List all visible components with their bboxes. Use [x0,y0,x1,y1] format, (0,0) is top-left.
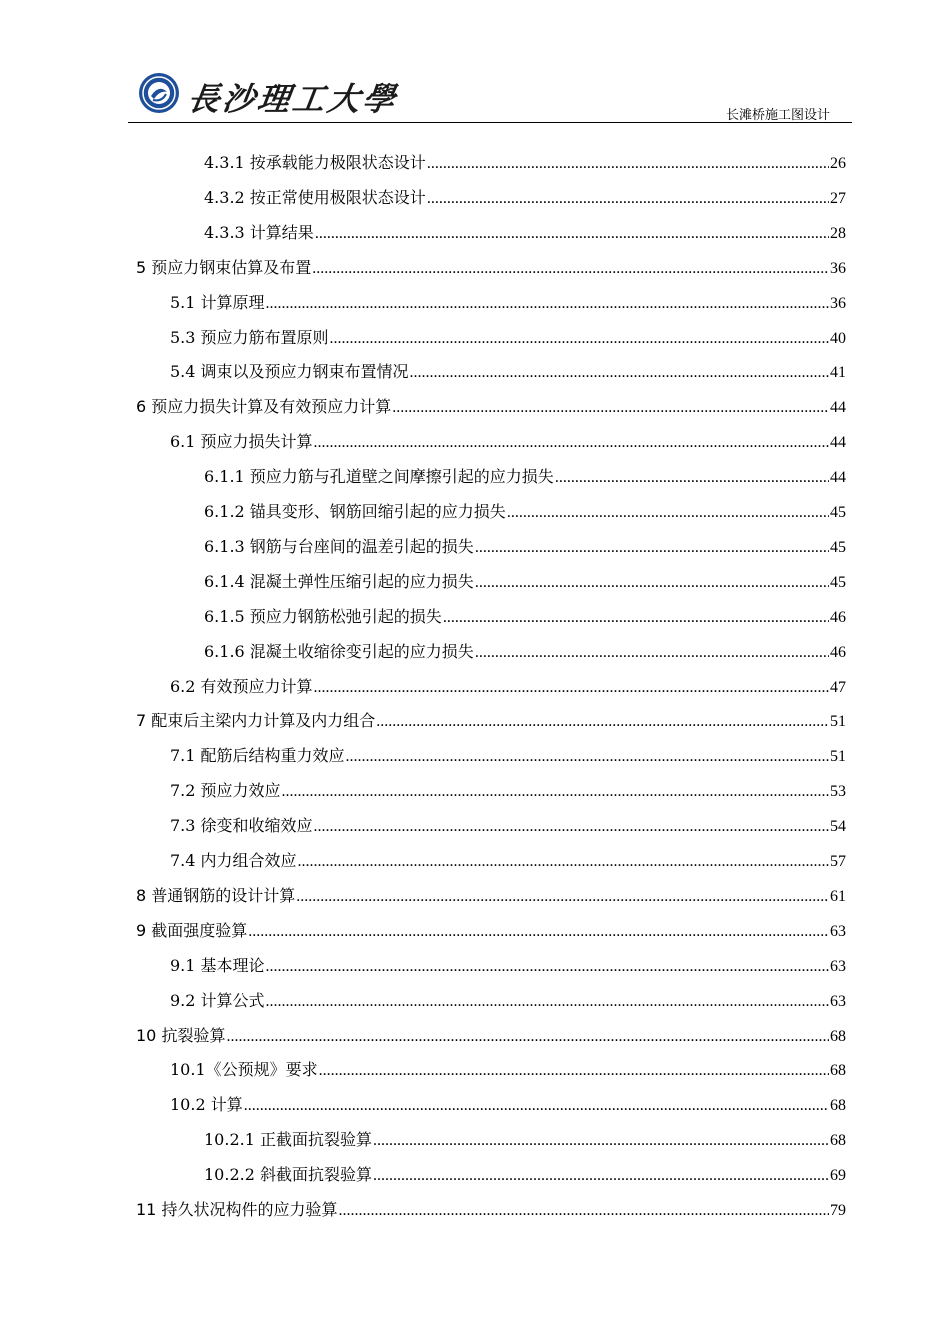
toc-leader-dots [314,428,829,458]
toc-entry-page: 44 [830,469,846,487]
toc-entry-page: 53 [830,783,846,801]
toc-entry-page: 36 [830,294,846,312]
toc-entry-page: 41 [830,364,846,382]
toc-entry[interactable] [170,1090,846,1120]
toc-entry[interactable] [170,1055,846,1085]
toc-leader-dots [282,777,829,807]
toc-entry[interactable] [136,706,846,736]
toc-entry-page: 26 [830,155,846,172]
toc-entry-page: 68 [830,1027,846,1045]
toc-entry-title: 6.1.6 混凝土收缩徐变引起的应力损失 [204,641,474,661]
toc-leader-dots [319,1056,829,1086]
toc-leader-dots [312,254,829,284]
toc-leader-dots [475,568,829,598]
toc-leader-dots [410,358,829,388]
document-title: 长滩桥施工图设计 [725,107,830,122]
toc-entry[interactable] [170,741,846,771]
toc-entry[interactable] [136,253,846,283]
toc-entry[interactable] [136,1021,846,1051]
toc-entry-page: 68 [830,1062,846,1080]
toc-entry-title: 10.2.2 斜截面抗裂验算 [204,1165,372,1185]
toc-entry-title: 10.1《公预规》要求 [170,1060,318,1080]
toc-leader-dots [427,149,829,179]
university-logo-icon [138,72,180,114]
toc-entry-page: 79 [830,1202,846,1219]
toc-entry-title: 6.1.3 钢筋与台座间的温差引起的损失 [204,536,474,556]
toc-leader-dots [315,219,829,249]
toc-leader-dots [314,673,829,703]
toc-entry-title: 9 截面强度验算 [136,920,248,940]
toc-entry[interactable] [170,951,846,981]
toc-entry-title: 7.2 预应力效应 [170,781,281,801]
toc-entry-page: 36 [830,259,846,277]
toc-entry[interactable] [204,567,846,597]
toc-entry-page: 46 [830,608,846,626]
toc-leader-dots [314,812,829,842]
toc-entry-page: 63 [830,957,846,975]
page-header [128,68,852,123]
toc-entry-page: 63 [830,992,846,1010]
toc-leader-dots [427,184,829,214]
toc-entry-title: 7.3 徐变和收缩效应 [170,816,313,836]
toc-entry-title: 7.1 配筋后结构重力效应 [170,746,345,766]
toc-entry[interactable] [204,218,846,248]
toc-entry-title: 6.1.4 混凝土弹性压缩引起的应力损失 [204,571,474,591]
toc-entry[interactable] [204,1160,846,1190]
toc-leader-dots [330,324,829,354]
toc-entry[interactable] [170,427,846,457]
toc-entry-page: 68 [830,1097,846,1115]
toc-entry-title: 6.1.1 预应力筋与孔道壁之间摩擦引起的应力损失 [204,467,554,487]
toc-entry-title: 11 持久状况构件的应力验算 [136,1200,338,1219]
toc-entry-title: 9.2 计算公式 [170,990,265,1010]
toc-leader-dots [346,742,829,772]
toc-entry-page: 44 [830,434,846,452]
toc-entry-title: 10.2.1 正截面抗裂验算 [204,1130,372,1150]
toc-leader-dots [226,1022,829,1052]
toc-entry[interactable] [136,916,846,946]
toc-entry-page: 68 [830,1132,846,1150]
toc-entry[interactable] [136,881,846,911]
toc-entry[interactable] [204,462,846,492]
toc-entry-page: 69 [830,1167,846,1185]
toc-leader-dots [475,533,829,563]
toc-entry-title: 5.4 调束以及预应力钢束布置情况 [170,362,409,382]
toc-leader-dots [555,463,829,493]
toc-entry-title: 6.1.5 预应力钢筋松弛引起的损失 [204,606,442,626]
toc-leader-dots [248,917,829,947]
toc-leader-dots [266,289,829,319]
toc-entry[interactable] [136,392,846,422]
toc-entry-page: 57 [830,853,846,870]
toc-entry-title: 5.1 计算原理 [170,292,265,312]
toc-entry-title: 6.1 预应力损失计算 [170,432,313,452]
toc-entry-title: 8 普通钢筋的设计计算 [136,885,296,905]
toc-entry-title: 4.3.2 按正常使用极限状态设计 [204,187,426,207]
toc-leader-dots [475,638,829,668]
toc-leader-dots [296,882,829,912]
toc-entry-page: 46 [830,643,846,661]
university-name: 長沙理工大學 [185,80,401,118]
toc-entry-page: 28 [830,224,846,242]
toc-entry[interactable] [170,323,846,353]
toc-entry-title: 6 预应力损失计算及有效预应力计算 [136,397,392,417]
toc-entry-title: 5 预应力钢束估算及布置 [136,257,312,277]
toc-leader-dots [507,498,829,528]
toc-entry-title: 5.3 预应力筋布置原则 [170,327,329,347]
toc-entry[interactable] [170,672,846,702]
toc-entry[interactable] [170,986,846,1016]
toc-leader-dots [373,1126,829,1156]
toc-entry-title: 7 配束后主梁内力计算及内力组合 [136,711,376,731]
toc-entry-title: 9.1 基本理论 [170,955,265,975]
toc-leader-dots [443,603,829,633]
toc-entry-page: 61 [830,887,846,905]
toc-entry-title: 4.3.3 计算结果 [204,222,314,242]
toc-entry[interactable] [170,811,846,841]
toc-leader-dots [298,847,829,877]
toc-entry-title: 10.2 计算 [170,1095,243,1115]
toc-entry-title: 7.4 内力组合效应 [170,851,297,870]
toc-entry-page: 51 [830,748,846,766]
toc-entry-page: 51 [830,713,846,731]
toc-leader-dots [266,952,829,982]
toc-entry[interactable] [136,1195,846,1225]
toc-entry[interactable] [204,183,846,213]
toc-entry[interactable] [170,288,846,318]
toc-entry[interactable] [170,776,846,806]
toc-entry-page: 47 [830,678,846,696]
toc-entry-page: 27 [830,189,846,207]
toc-entry[interactable] [204,497,846,527]
toc-entry-page: 63 [830,922,846,940]
toc-entry[interactable] [170,357,846,387]
toc-entry-page: 45 [830,538,846,556]
toc-entry-title: 4.3.1 按承载能力极限状态设计 [204,153,426,172]
toc-entry-page: 45 [830,504,846,521]
toc-leader-dots [373,1161,829,1191]
toc-entry-page: 45 [830,573,846,591]
toc-leader-dots [244,1091,829,1121]
toc-entry-page: 40 [830,329,846,347]
toc-entry-title: 10 抗裂验算 [136,1025,226,1045]
toc-leader-dots [392,393,829,423]
toc-entry-title: 6.1.2 锚具变形、钢筋回缩引起的应力损失 [204,502,506,521]
toc-entry[interactable] [204,148,846,178]
toc-entry[interactable] [204,637,846,667]
toc-leader-dots [376,707,829,737]
toc-leader-dots [266,987,829,1017]
toc-entry[interactable] [204,1125,846,1155]
toc-leader-dots [338,1196,829,1226]
toc-entry[interactable] [204,532,846,562]
toc-entry-page: 54 [830,818,846,836]
toc-entry-page: 44 [830,399,846,417]
toc-entry[interactable] [204,602,846,632]
toc-entry-title: 6.2 有效预应力计算 [170,676,313,696]
toc-entry[interactable] [170,846,846,876]
